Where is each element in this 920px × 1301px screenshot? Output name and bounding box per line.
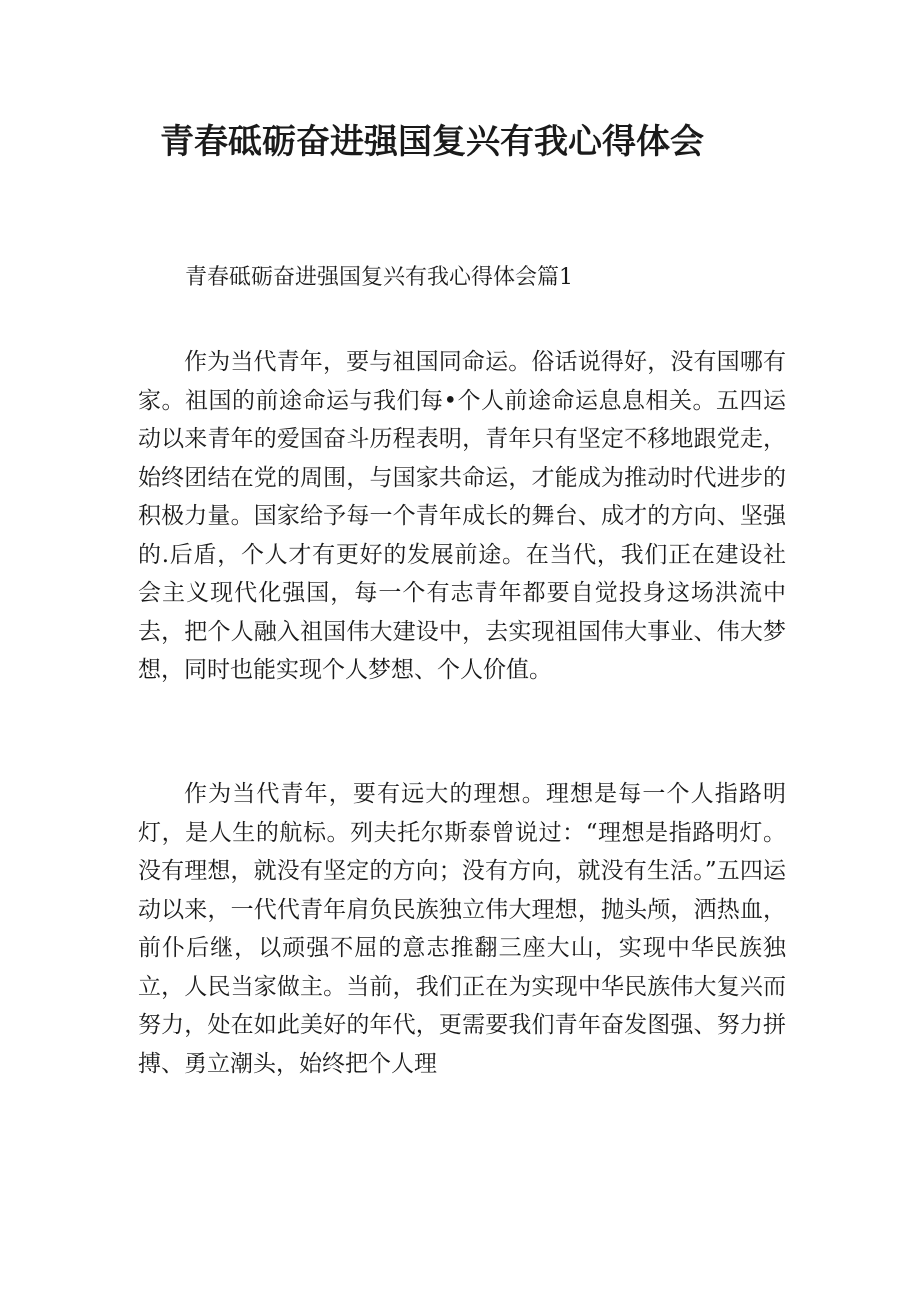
section-subtitle: 青春砥砺奋进强国复兴有我心得体会篇1: [185, 265, 573, 290]
document-title: 青春砥砺奋进强国复兴有我心得体会: [160, 122, 704, 162]
body-paragraph: 作为当代青年，要有远大的理想。理想是每一个人指路明灯，是人生的航标。列夫托尔斯泰曾说过：“理想是指路明灯。没有理想，就没有坚定的方向；没有方向，就没有生活。”五四运动以来，一代代青年肩负民族独立伟大理想，抛头颅，洒热血，前仆后继，以顽强不屈的意志推翻三座大山，实现中华民族独立，人民当家做主。当前，我们正在为实现中华民族伟大复兴而努力，处在如此美好的年代，更需要我们青年奋发图强、努力拼搏、勇立潮头，始终把个人理: [138, 781, 786, 1077]
body-paragraph: 作为当代青年，要与祖国同命运。俗话说得好，没有国哪有家。祖国的前途命运与我们每•个人前途命运息息相关。五四运动以来青年的爱国奋斗历程表明，青年只有坚定不移地跟党走，始终团结在党的周围，与国家共命运，才能成为推动时代进步的积极力量。国家给予每一个青年成长的舞台、成才的方向、坚强的.后盾，个人才有更好的发展前途。在当代，我们正在建设社会主义现代化强国，每一个有志青年都要自觉投身这场洪流中去，把个人融入祖国伟大建设中，去实现祖国伟大事业、伟大梦想，同时也能实现个人梦想、个人价值。: [138, 349, 786, 683]
